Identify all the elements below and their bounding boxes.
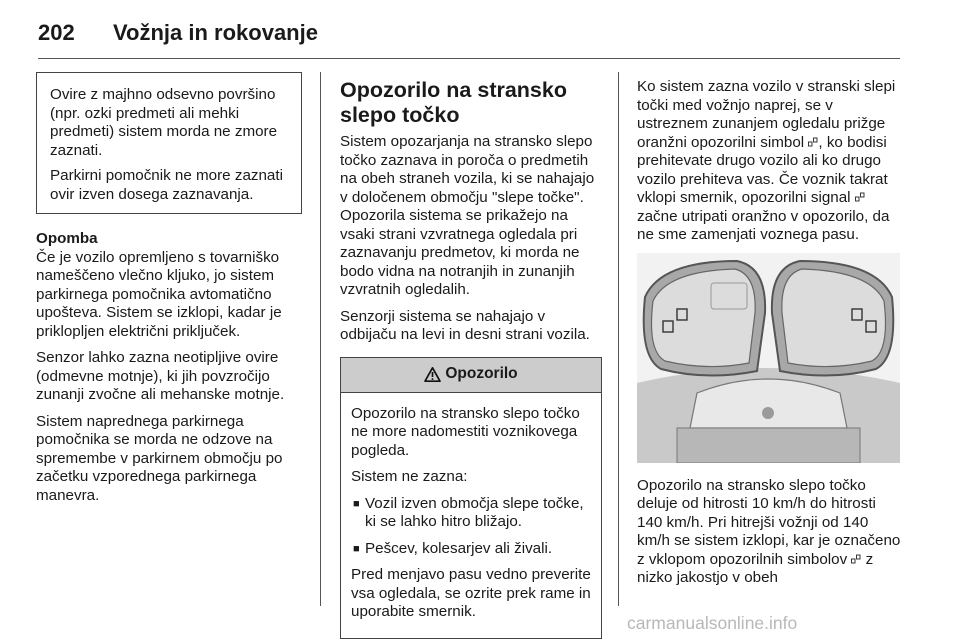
column-left bbox=[36, 72, 302, 513]
bullet-text: Vozil izven območja slepe točke, ki se lahko hitro bližajo. bbox=[365, 494, 584, 530]
warning-bullet-2 bbox=[351, 540, 591, 559]
watermark: carmanualsonline.info bbox=[627, 613, 798, 633]
bullet-text: Pešcev, kolesarjev ali živali. bbox=[365, 539, 553, 557]
paragraph-advanced-park: Sistem naprednega parkirnega pomočnika se morda ne odzove na spremembe v parkirnem območju po začetku vzporednega parkirnega manevra. bbox=[36, 412, 283, 504]
note-title: Opomba bbox=[36, 230, 98, 247]
mirror-illustration bbox=[637, 253, 900, 463]
detection-text-2: , ko bodisi prehitevate drugo vozilo ali ko drugo vozilo prehiteva vas. Če voznik takrat vklopi smernik, opozorilni signal bbox=[637, 133, 888, 206]
page-header-title: Vožnja in rokovanje bbox=[113, 20, 318, 45]
blind-spot-symbol-icon bbox=[851, 554, 861, 564]
warning-bullet-1 bbox=[351, 495, 591, 532]
page-number: 202 bbox=[38, 20, 75, 45]
note-paragraph: Če je vozilo opremljeno s tovarniško nameščeno vlečno kljuko, jo sistem parkirnega pomočnika avtomatično upošteva. Sistem se izklopi, kadar je priklopljen električni priključek. bbox=[36, 248, 282, 340]
column-right bbox=[637, 78, 902, 596]
speed-text-2: z nizko jakostjo v obeh bbox=[637, 550, 874, 586]
info-box-paragraph-2: Parkirni pomočnik ne more zaznati ovir izven dosega zaznavanja. bbox=[50, 167, 283, 203]
detection-text-3: začne utripati oranžno v opozorilo, da ne sme zamenjati voznega pasu. bbox=[637, 207, 890, 243]
header-rule bbox=[38, 58, 900, 59]
section-title: Opozorilo na stransko slepo točko bbox=[340, 78, 567, 127]
warning-paragraph-1: Opozorilo na stransko slepo točko ne more nadomestiti voznikovega pogleda. bbox=[351, 404, 580, 459]
paragraph-sensor: Senzor lahko zazna neotipljive ovire (odmevne motnje), ki jih povzročijo zunanji zvočne ali mehanske motnje. bbox=[36, 349, 285, 403]
info-box bbox=[36, 72, 302, 214]
column-divider-1 bbox=[320, 72, 321, 606]
speed-text-1: Opozorilo na stransko slepo točko deluje od hitrosti 10 km/h do hitrosti 140 km/h. Pri hitrejši vožnji od 140 km/h se sistem izklopi, kar je označeno z vklopom opozorilnih simbolov bbox=[637, 476, 901, 568]
bullet-square-icon: ■ bbox=[353, 497, 360, 510]
column-middle bbox=[340, 78, 602, 639]
blind-spot-symbol-icon bbox=[808, 137, 818, 147]
warning-body bbox=[341, 393, 601, 638]
warning-triangle-icon bbox=[424, 367, 441, 382]
warning-paragraph-2: Sistem ne zazna: bbox=[351, 468, 468, 485]
blind-spot-symbol-icon bbox=[855, 192, 865, 202]
warning-box bbox=[340, 357, 602, 639]
column-divider-2 bbox=[618, 72, 619, 606]
info-box-paragraph-1: Ovire z majhno odsevno površino (npr. ozki predmeti ali mehki predmeti) sistem morda ne zmore zaznati. bbox=[50, 86, 278, 159]
warning-header bbox=[341, 358, 601, 393]
paragraph-intro: Sistem opozarjanja na stransko slepo točko zaznava in poroča o predmetih na obeh straneh vozila, ki se nahajajo v določenem območju "slepe točke". Opozorila sistema se prikažejo na vsaki strani vzvratnega ogledala pri zaznavanju predmetov, ki morda ne bodo vidna na notranjih in zunanjih vzvratnih ogledalih. bbox=[340, 133, 595, 298]
detection-text-1: Ko sistem zazna vozilo v stranski slepi točki med vožnjo naprej, se v ustreznem zunanjem ogledalu prižge oranžni opozorilni simbol bbox=[637, 78, 896, 151]
paragraph-sensors: Senzorji sistema se nahajajo v odbijaču na levi in desni strani vozila. bbox=[340, 307, 590, 343]
bullet-square-icon: ■ bbox=[353, 542, 360, 555]
warning-paragraph-3: Pred menjavo pasu vedno preverite vsa ogledala, se ozrite prek rame in uporabite smernik. bbox=[351, 566, 591, 620]
paragraph-detection bbox=[637, 78, 902, 245]
paragraph-speed bbox=[637, 477, 902, 588]
warning-heading: Opozorilo bbox=[445, 365, 518, 383]
